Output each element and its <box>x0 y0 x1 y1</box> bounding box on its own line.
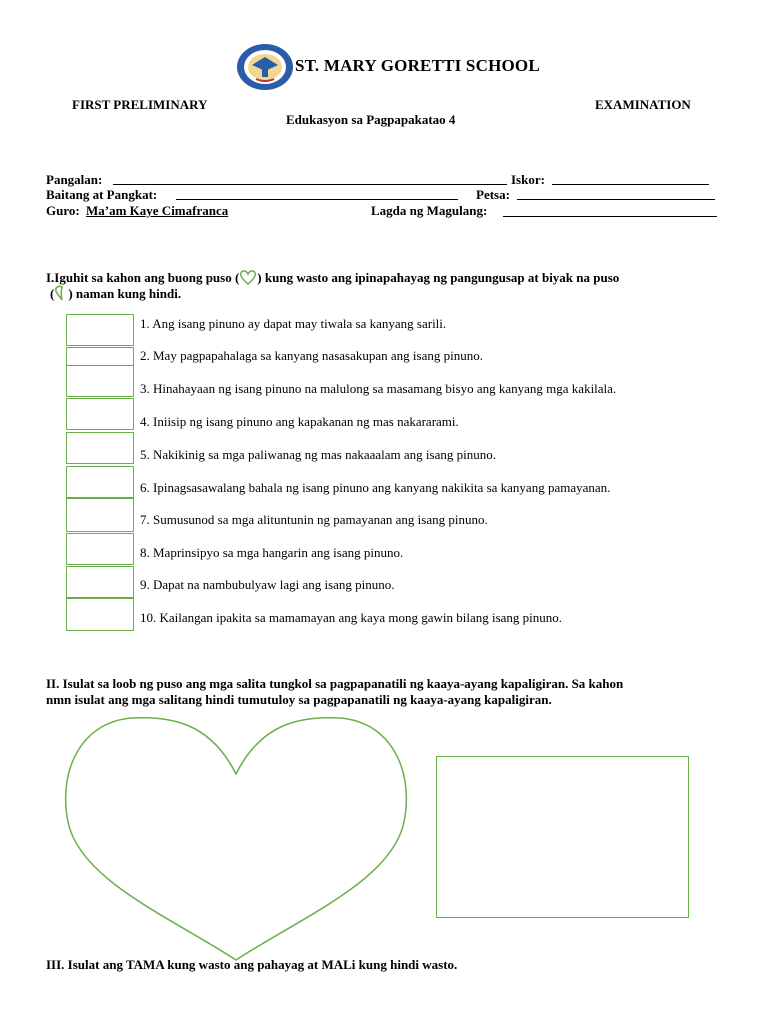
half-heart-icon <box>54 285 68 305</box>
name-line[interactable] <box>113 184 507 185</box>
date-line[interactable] <box>517 199 715 200</box>
section1-instruction-part3: ( <box>50 286 55 301</box>
grade-label: Baitang at Pangkat: <box>46 187 158 202</box>
grade-line[interactable] <box>176 199 458 200</box>
item-text: 10. Kailangan ipakita sa mamamayan ang kaya mong gawin bilang isang pinuno. <box>140 610 563 625</box>
full-heart-icon <box>239 269 257 289</box>
answer-box[interactable] <box>66 598 134 631</box>
section1-instruction-part2: ) kung wasto ang ipinapahayag ng pangungusap at biyak na puso <box>257 270 620 285</box>
section1-instruction-part4: ) naman kung hindi. <box>68 286 182 301</box>
item-text: 8. Maprinsipyo sa mga hangarin ang isang pinuno. <box>140 545 404 560</box>
score-label: Iskor: <box>511 172 545 187</box>
item-text: 1. Ang isang pinuno ay dapat may tiwala sa kanyang sarili. <box>140 316 447 331</box>
item-text: 4. Iniisip ng isang pinuno ang kapakanan ng mas nakararami. <box>140 414 459 429</box>
date-label: Petsa: <box>476 187 510 202</box>
school-logo <box>236 43 294 91</box>
parent-signature-line[interactable] <box>503 216 717 217</box>
section2-instruction-line1: II. Isulat sa loob ng puso ang mga salita tungkol sa pagpapanatili ng kaaya-ayang kapaligiran. Sa kahon <box>46 676 624 691</box>
answer-box[interactable] <box>66 347 134 367</box>
item-text: 5. Nakikinig sa mga paliwanag ng mas nakaaalam ang isang pinuno. <box>140 447 496 462</box>
section2-instruction-line2: nmn isulat ang mga salitang hindi tumutuloy sa pagpapanatili ng kaaya-ayang kapaligiran. <box>46 692 552 707</box>
teacher-value: Ma’am Kaye Cimafranca <box>86 203 229 218</box>
answer-box[interactable] <box>66 314 134 346</box>
teacher-label: Guro: <box>46 203 80 218</box>
exam-label-left: FIRST PRELIMINARY <box>72 97 208 112</box>
parent-signature-label: Lagda ng Magulang: <box>371 203 488 218</box>
answer-box[interactable] <box>66 533 134 565</box>
answer-box[interactable] <box>66 365 134 397</box>
subject-title: Edukasyon sa Pagpapakatao 4 <box>286 112 456 127</box>
exam-label-right: EXAMINATION <box>595 97 691 112</box>
answer-box[interactable] <box>66 498 134 532</box>
heart-answer-area[interactable] <box>60 712 412 968</box>
answer-box[interactable] <box>66 466 134 498</box>
section3-instruction: III. Isulat ang TAMA kung wasto ang pahayag at MALi kung hindi wasto. <box>46 957 458 972</box>
score-line[interactable] <box>552 184 709 185</box>
school-name: ST. MARY GORETTI SCHOOL <box>295 56 540 75</box>
section1-instruction-line2 <box>50 285 181 305</box>
section1-instruction-part1: I.Iguhit sa kahon ang buong puso ( <box>46 270 240 285</box>
item-text: 6. Ipinagsasawalang bahala ng isang pinuno ang kanyang nakikita sa kanyang pamayanan. <box>140 480 611 495</box>
name-label: Pangalan: <box>46 172 103 187</box>
rectangle-answer-box[interactable] <box>436 756 689 918</box>
answer-box[interactable] <box>66 566 134 598</box>
answer-box[interactable] <box>66 398 134 430</box>
item-text: 7. Sumusunod sa mga alituntunin ng pamayanan ang isang pinuno. <box>140 512 488 527</box>
item-text: 2. May pagpapahalaga sa kanyang nasasakupan ang isang pinuno. <box>140 348 483 363</box>
item-text: 9. Dapat na nambubulyaw lagi ang isang pinuno. <box>140 577 395 592</box>
answer-box[interactable] <box>66 432 134 464</box>
item-text: 3. Hinahayaan ng isang pinuno na malulong sa masamang bisyo ang kanyang mga kakilala. <box>140 381 617 396</box>
